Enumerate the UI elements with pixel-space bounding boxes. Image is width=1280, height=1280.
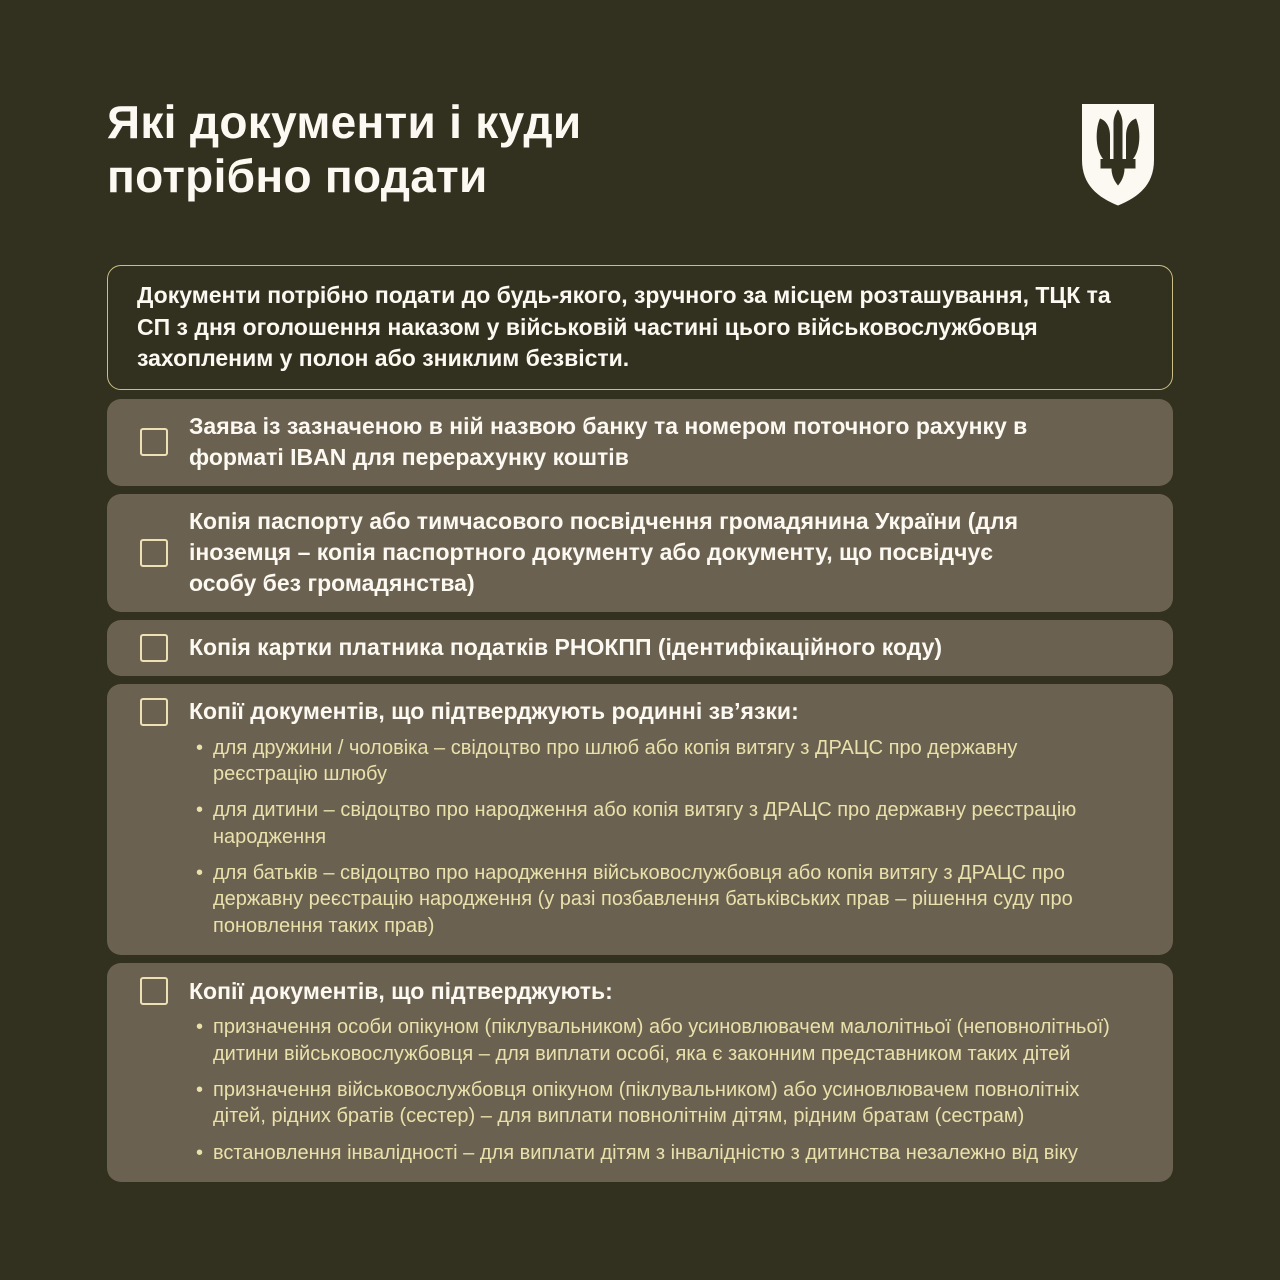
checkbox-icon[interactable] xyxy=(140,539,168,567)
checkbox-icon[interactable] xyxy=(140,634,168,662)
checklist-item-label: Копія картки платника податків РНОКПП (ідентифікаційного коду) xyxy=(189,633,943,660)
header xyxy=(107,96,1173,215)
intro-box xyxy=(107,265,1173,390)
page-title xyxy=(107,96,581,204)
bullet-item: • для дружини / чоловіка – свідоцтво про шлюб або копія витягу з ДРАЦС про державну реєстрацію шлюбу xyxy=(213,735,1113,788)
card-head xyxy=(140,696,1143,728)
checklist-item-label: Заява із зазначеною в ній назвою банку та номером поточного рахунку в форматі IBAN для перерахунку коштів xyxy=(189,413,1028,471)
bullet-item: • для дитини – свідоцтво про народження або копія витягу з ДРАЦС про державну реєстрацію народження xyxy=(213,797,1113,850)
checkbox-icon[interactable] xyxy=(140,428,168,456)
bullet-list xyxy=(140,1014,1143,1166)
bullet-list xyxy=(140,735,1143,940)
checklist-card-family-ties xyxy=(107,684,1173,956)
bullet-item: • встановлення інвалідності – для виплати дітям з інвалідністю з дитинства незалежно від віку xyxy=(213,1140,1113,1166)
card-head xyxy=(140,632,1143,664)
page-title-line2: потрібно подати xyxy=(107,149,488,202)
checklist-item-label: Копія паспорту або тимчасового посвідчення громадянина України (для іноземця – копія паспортного документу або документу, що посвідчує особу без громадянства) xyxy=(189,507,1019,597)
bullet-item: • призначення військовослужбовця опікуном (піклувальником) або усиновлювачем повнолітніх дітей, рідних братів (сестер) – для виплати повнолітнім дітям, рідним братам (сестрам) xyxy=(213,1077,1113,1130)
bullet-item: • для батьків – свідоцтво про народження військовослужбовця або копія витягу з ДРАЦС про державну реєстрацію народження (у разі позбавлення батьківських прав – рішення суду про поновлення таких прав) xyxy=(213,860,1113,939)
checkbox-icon[interactable] xyxy=(140,977,168,1005)
checklist-card-guardianship xyxy=(107,963,1173,1182)
card-head xyxy=(140,975,1143,1007)
bullet-item: • призначення особи опікуном (піклувальником) або усиновлювачем малолітньої (неповнолітньої) дитини військовослужбовця – для виплати особі, яка є законним представником таких дітей xyxy=(213,1014,1113,1067)
checklist-card-tax-number xyxy=(107,620,1173,676)
card-head xyxy=(140,506,1143,600)
intro-text: Документи потрібно подати до будь-якого, зручного за місцем розташування, ТЦК та СП з дня оголошення наказом у військовій частині цього військовослужбовця захопленим у полон або зниклим безвісти. xyxy=(137,282,1111,372)
checklist-item-label: Копії документів, що підтверджують родинні зв’язки: xyxy=(189,697,799,724)
checklist-card-application xyxy=(107,399,1173,486)
checkbox-icon[interactable] xyxy=(140,698,168,726)
checklist-card-passport xyxy=(107,494,1173,612)
checklist-item-label: Копії документів, що підтверджують: xyxy=(189,977,613,1004)
card-head xyxy=(140,411,1143,474)
trident-shield-icon xyxy=(1075,98,1161,215)
page-title-line1: Які документи і куди xyxy=(107,96,582,148)
